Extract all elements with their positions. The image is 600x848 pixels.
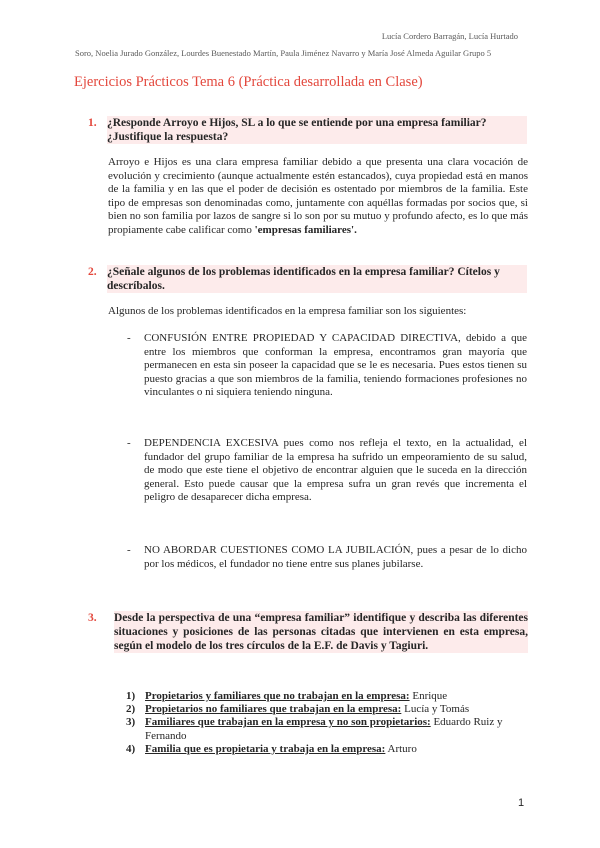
list-item <box>126 743 528 756</box>
problem-text: CONFUSIÓN ENTRE PROPIEDAD Y CAPACIDAD DIRECTIVA, debido a que entre los miembros que conforman la empresa, encontramos gran mayoría que permanecen en esta sin poseer la capacidad que se le es necesaria. Pues estos tienen su puesto gracias a que son miembros de la familia, teniendo formaciones profesiones no vinculantes o ni siquiera teniendo ninguna. <box>144 332 527 399</box>
answer-2-intro: Algunos de los problemas identificados en la empresa familiar son los siguientes: <box>108 305 467 317</box>
problem-text: DEPENDENCIA EXCESIVA pues como nos refleja el texto, en la actualidad, el fundador del grupo familiar de la empresa ha sufrido un empeoramiento de su salud, de modo que este tiene el objetivo de encontrar alguien que le suceda en la dirección general. Esto puede causar que la empresa sufra un gran revés que incrementa el peligro de desaparecer dicha empresa. <box>144 437 527 504</box>
list-item-number: 2) <box>126 703 136 716</box>
question-1-number: 1. <box>88 117 97 129</box>
list-item-number: 3) <box>126 716 136 729</box>
question-2-number: 2. <box>88 266 97 278</box>
list-item-value: Eduardo Ruiz y Fernando <box>145 716 503 742</box>
list-item-value: Enrique <box>412 690 448 702</box>
list-item <box>126 690 528 703</box>
problem-item <box>127 437 527 505</box>
list-item-value: Arturo <box>387 742 417 755</box>
question-2-text: ¿Señale algunos de los problemas identificados en la empresa familiar? Cítelos y descríbalos. <box>107 265 527 293</box>
page-number: 1 <box>518 797 525 809</box>
answer-1 <box>108 156 528 238</box>
bullet-dash: - <box>127 437 131 449</box>
list-item-value: Lucía y Tomás <box>404 703 470 716</box>
list-item-number: 1) <box>126 690 136 702</box>
answer-1-bold: 'empresas familiares'. <box>254 223 357 236</box>
list-item-label: Propietarios no familiares que trabajan en la empresa: <box>145 703 402 716</box>
answer-1-text: Arroyo e Hijos es una clara empresa familiar debido a que presenta una clara vocación de evolución y crecimiento (aunque actualmente estén estancados), cuya propiedad está en manos de la familia y en las que el poder de decisión es ostentado por miembros de la familia. Este tipo de empresas son denominadas como, juntamente con aquéllas formadas por socios que, si bien no son familia por lazos de sangre si lo son por su mutuo y profundo afecto, es lo que más propiamente cabe calificar como <box>108 156 528 236</box>
list-item-number: 4) <box>126 742 136 755</box>
problem-item <box>127 332 527 400</box>
list-item <box>126 716 528 742</box>
header-authors-line-1: Lucía Cordero Barragán, Lucía Hurtado <box>381 31 518 41</box>
question-1-text: ¿Responde Arroyo e Hijos, SL a lo que se entiende por una empresa familiar? ¿Justifique la respuesta? <box>107 116 527 144</box>
bullet-dash: - <box>127 332 131 344</box>
bullet-dash: - <box>127 544 131 556</box>
question-3-text: Desde la perspectiva de una “empresa familiar” identifique y describa las diferentes situaciones y posiciones de las personas citadas que intervienen en esta empresa, según el modelo de los tres círculos de la E.F. de Davis y Tagiuri. <box>114 612 528 652</box>
document-title: Ejercicios Prácticos Tema 6 (Práctica desarrollada en Clase) <box>74 74 423 90</box>
list-item-label: Propietarios y familiares que no trabajan en la empresa: <box>145 690 410 702</box>
problem-item <box>127 544 527 571</box>
problem-text: NO ABORDAR CUESTIONES COMO LA JUBILACIÓN, pues a pesar de lo dicho por los médicos, el fundador no tiene entre sus planes jubilarse. <box>144 544 527 570</box>
roles-list <box>126 690 528 756</box>
list-item-label: Familia que es propietaria y trabaja en la empresa: <box>145 742 386 755</box>
header-authors-line-2: Soro, Noelia Jurado González, Lourdes Buenestado Martín, Paula Jiménez Navarro y María José Almeda Aguilar Grupo 5 <box>75 48 492 58</box>
question-3-number: 3. <box>88 612 97 624</box>
list-item <box>126 703 528 716</box>
list-item-label: Familiares que trabajan en la empresa y no son propietarios: <box>145 716 431 729</box>
